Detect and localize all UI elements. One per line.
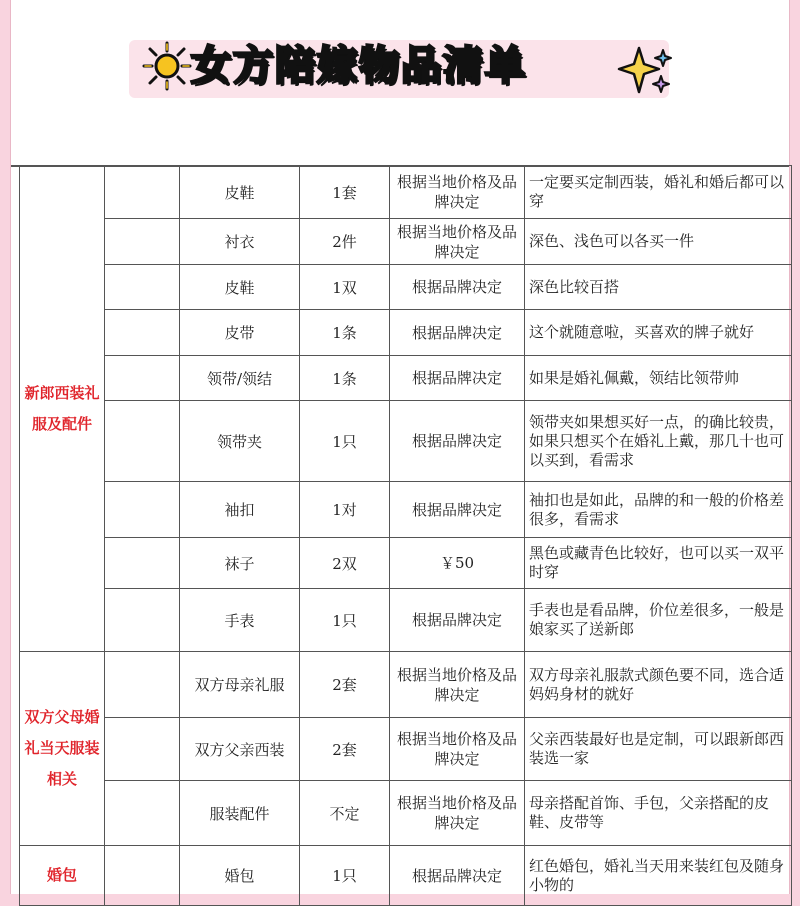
blank-cell [105, 265, 180, 310]
quantity-cell: 1只 [300, 401, 390, 482]
quantity-cell: 1双 [300, 265, 390, 310]
price-cell: 根据品牌决定 [390, 482, 525, 538]
table-row [20, 265, 792, 310]
table-row [20, 310, 792, 356]
item-cell: 双方母亲礼服 [180, 652, 300, 718]
quantity-cell: 1条 [300, 356, 390, 401]
title-banner [11, 0, 789, 167]
item-cell: 服装配件 [180, 781, 300, 846]
blank-cell [105, 219, 180, 265]
note-cell: 双方母亲礼服款式颜色要不同，选合适妈妈身材的就好 [525, 652, 792, 718]
category-cell: 新郎西装礼服及配件 [20, 166, 105, 652]
note-cell: 黑色或藏青色比较好，也可以买一双平时穿 [525, 538, 792, 589]
category-cell: 双方父母婚礼当天服装相关 [20, 652, 105, 846]
note-cell: 母亲搭配首饰、手包，父亲搭配的皮鞋、皮带等 [525, 781, 792, 846]
item-cell: 皮带 [180, 310, 300, 356]
item-cell: 领带夹 [180, 401, 300, 482]
item-cell: 袖扣 [180, 482, 300, 538]
item-cell: 袜子 [180, 538, 300, 589]
note-cell: 领带夹如果想买好一点，的确比较贵，如果只想买个在婚礼上戴，那几十也可以买到，看需求 [525, 401, 792, 482]
category-cell: 婚包 [20, 846, 105, 906]
blank-cell [105, 401, 180, 482]
document-sheet [10, 0, 790, 894]
note-cell: 深色比较百搭 [525, 265, 792, 310]
quantity-cell: 2双 [300, 538, 390, 589]
item-cell: 皮鞋 [180, 166, 300, 219]
note-cell: 手表也是看品牌，价位差很多，一般是娘家买了送新郎 [525, 589, 792, 652]
price-cell: 根据当地价格及品牌决定 [390, 781, 525, 846]
price-cell: 根据品牌决定 [390, 589, 525, 652]
quantity-cell: 2套 [300, 718, 390, 781]
table-row [20, 166, 792, 219]
price-cell: ￥50 [390, 538, 525, 589]
table-row [20, 356, 792, 401]
price-cell: 根据当地价格及品牌决定 [390, 166, 525, 219]
table-row [20, 652, 792, 718]
price-cell: 根据当地价格及品牌决定 [390, 718, 525, 781]
price-cell: 根据当地价格及品牌决定 [390, 652, 525, 718]
quantity-cell: 不定 [300, 781, 390, 846]
price-cell: 根据当地价格及品牌决定 [390, 219, 525, 265]
quantity-cell: 1条 [300, 310, 390, 356]
note-cell: 如果是婚礼佩戴，领结比领带帅 [525, 356, 792, 401]
note-cell: 袖扣也是如此，品牌的和一般的价格差很多，看需求 [525, 482, 792, 538]
blank-cell [105, 781, 180, 846]
note-cell: 红色婚包，婚礼当天用来装红包及随身小物的 [525, 846, 792, 906]
dowry-list-table [19, 165, 792, 906]
price-cell: 根据品牌决定 [390, 356, 525, 401]
quantity-cell: 2套 [300, 652, 390, 718]
table-row [20, 589, 792, 652]
blank-cell [105, 846, 180, 906]
table-row [20, 482, 792, 538]
page-title: 女方陪嫁物品清单 [191, 43, 527, 89]
quantity-cell: 1只 [300, 589, 390, 652]
table-row [20, 781, 792, 846]
sun-icon [141, 40, 193, 92]
note-cell: 一定要买定制西装，婚礼和婚后都可以穿 [525, 166, 792, 219]
note-cell: 这个就随意啦，买喜欢的牌子就好 [525, 310, 792, 356]
item-cell: 皮鞋 [180, 265, 300, 310]
note-cell: 深色、浅色可以各买一件 [525, 219, 792, 265]
price-cell: 根据品牌决定 [390, 846, 525, 906]
table-row [20, 219, 792, 265]
quantity-cell: 1对 [300, 482, 390, 538]
blank-cell [105, 482, 180, 538]
item-cell: 双方父亲西装 [180, 718, 300, 781]
quantity-cell: 1套 [300, 166, 390, 219]
item-cell: 领带/领结 [180, 356, 300, 401]
blank-cell [105, 166, 180, 219]
blank-cell [105, 538, 180, 589]
quantity-cell: 2件 [300, 219, 390, 265]
note-cell: 父亲西装最好也是定制，可以跟新郎西装选一家 [525, 718, 792, 781]
table-row [20, 718, 792, 781]
blank-cell [105, 310, 180, 356]
table-row [20, 401, 792, 482]
blank-cell [105, 652, 180, 718]
blank-cell [105, 589, 180, 652]
table-row [20, 846, 792, 906]
item-cell: 手表 [180, 589, 300, 652]
price-cell: 根据品牌决定 [390, 401, 525, 482]
price-cell: 根据品牌决定 [390, 310, 525, 356]
sparkles-icon [615, 44, 675, 96]
quantity-cell: 1只 [300, 846, 390, 906]
price-cell: 根据品牌决定 [390, 265, 525, 310]
table-row [20, 538, 792, 589]
blank-cell [105, 718, 180, 781]
item-cell: 衬衣 [180, 219, 300, 265]
item-cell: 婚包 [180, 846, 300, 906]
blank-cell [105, 356, 180, 401]
